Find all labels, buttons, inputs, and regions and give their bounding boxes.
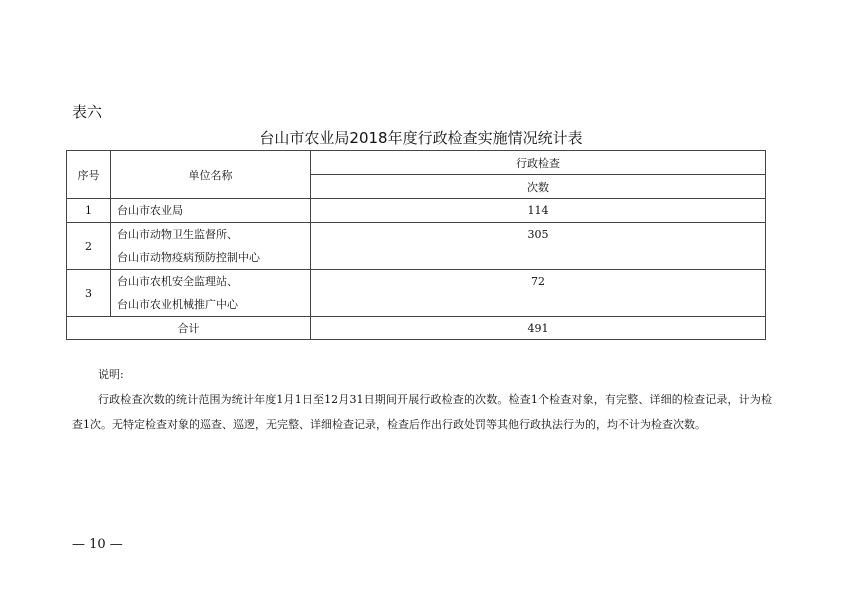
header-count: 次数 — [311, 175, 766, 199]
page-number: — 10 — — [72, 537, 123, 552]
total-row — [67, 317, 766, 340]
page-title: 台山市农业局2018年度行政检查实施情况统计表 — [259, 129, 583, 147]
row-unit-name — [111, 199, 311, 223]
unit-name-line: 台山市农机安全监理站、 — [117, 275, 238, 288]
row-count: 114 — [311, 199, 766, 223]
row-unit-name — [111, 223, 311, 270]
unit-name-line: 台山市农业局 — [117, 204, 183, 217]
header-seq: 序号 — [67, 151, 111, 199]
row-seq: 3 — [67, 270, 111, 317]
table-row — [67, 199, 766, 223]
row-count: 305 — [311, 223, 766, 270]
row-seq: 2 — [67, 223, 111, 270]
notes-title: 说明: — [98, 368, 124, 381]
table-row — [67, 223, 766, 270]
row-unit-name — [111, 270, 311, 317]
total-count: 491 — [311, 317, 766, 340]
table-row — [67, 270, 766, 317]
unit-name-line: 台山市动物疫病预防控制中心 — [117, 251, 260, 264]
unit-name-line: 台山市农业机械推广中心 — [117, 298, 238, 311]
statistics-table — [66, 150, 766, 340]
header-admin-inspection: 行政检查 — [311, 151, 766, 175]
unit-name-line: 台山市动物卫生监督所、 — [117, 228, 238, 241]
table-label: 表六 — [72, 103, 103, 121]
row-seq: 1 — [67, 199, 111, 223]
row-count: 72 — [311, 270, 766, 317]
header-unit-name: 单位名称 — [111, 151, 311, 199]
notes-body: 行政检查次数的统计范围为统计年度1月1日至12月31日期间开展行政检查的次数。检查1个检查对象，有完整、详细的检查记录，计为检查1次。无特定检查对象的巡查、巡逻，无完整、详细检查记录，检查后作出行政处罚等其他行政执法行为的，均不计为检查次数。 — [72, 393, 772, 431]
total-label: 合计 — [67, 317, 311, 340]
